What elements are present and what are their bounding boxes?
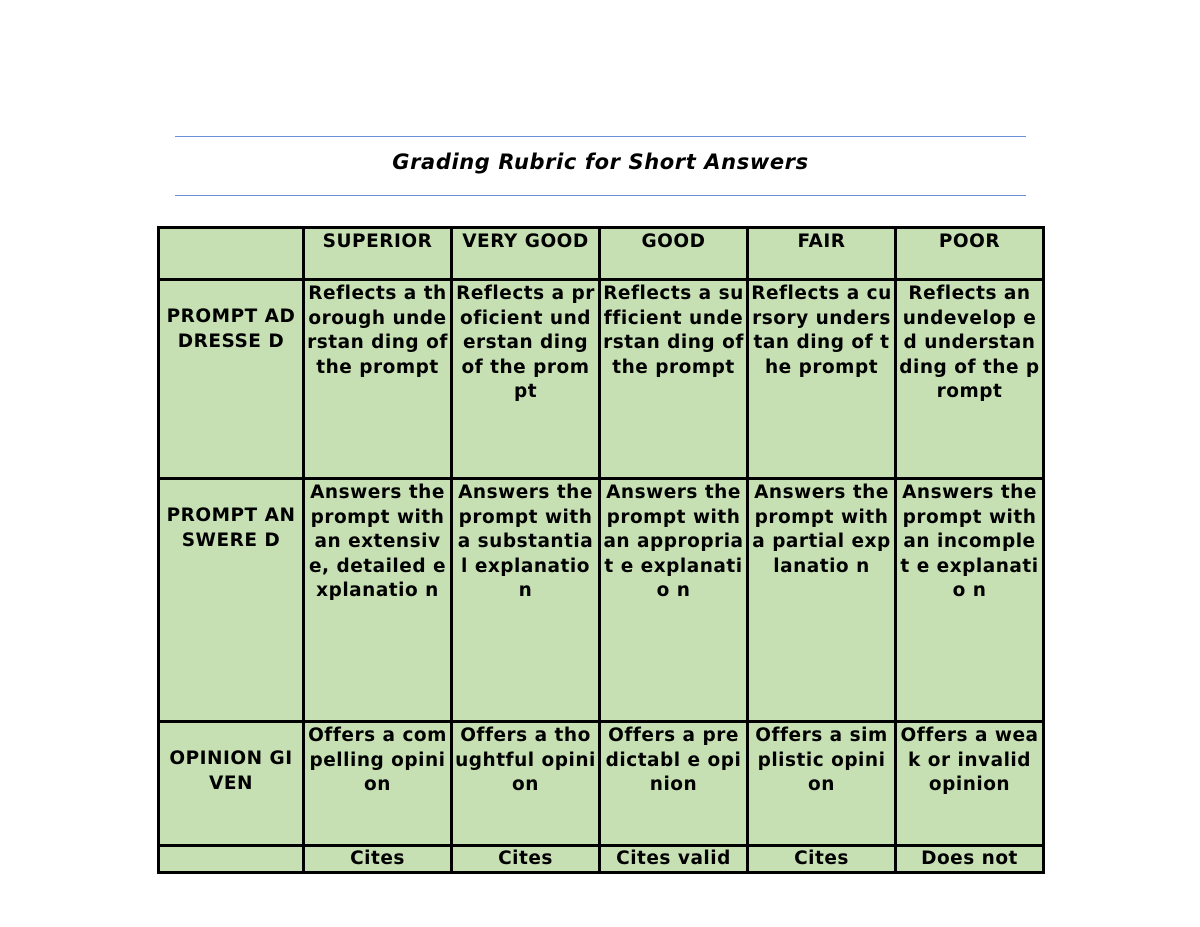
table-cell: Cites [748,846,896,873]
column-header-very-good: VERY GOOD [452,228,600,280]
header-row [159,228,1044,280]
table-row-prompt-answered [159,479,1044,722]
table-row-prompt-addressed [159,280,1044,479]
table-cell: Offers a predictabl e opinion [600,722,748,846]
table-cell: Reflects a sufficient understan ding of the prompt [600,280,748,479]
table-cell: Cites valid [600,846,748,873]
table-cell: Offers a simplistic opinion [748,722,896,846]
table-cell: Reflects an undevelop ed understan ding of the prompt [896,280,1044,479]
column-header-poor: POOR [896,228,1044,280]
row-header-empty [159,846,304,873]
table-cell: Answers the prompt with an appropriat e explanatio n [600,479,748,722]
table-cell: Cites [452,846,600,873]
column-header-good: GOOD [600,228,748,280]
table-cell: Does not [896,846,1044,873]
table-cell: Reflects a proficient understan ding of the prompt [452,280,600,479]
table-cell: Offers a thoughtful opinion [452,722,600,846]
row-header-prompt-answered: PROMPT ANSWERE D [159,479,304,722]
row-header-opinion-given: OPINION GIVEN [159,722,304,846]
table-cell: Reflects a thorough understan ding of the prompt [304,280,452,479]
title-rule-bottom [175,195,1026,196]
table-cell: Answers the prompt with a substantia l explanatio n [452,479,600,722]
row-header-prompt-addressed: PROMPT ADDRESSE D [159,280,304,479]
table-cell: Answers the prompt with an extensive, detailed explanatio n [304,479,452,722]
table-row-sources [159,846,1044,873]
table-cell: Answers the prompt with a partial explanatio n [748,479,896,722]
table-cell: Cites [304,846,452,873]
table-cell: Answers the prompt with an incomplet e explanatio n [896,479,1044,722]
column-header-fair: FAIR [748,228,896,280]
table-cell: Offers a weak or invalid opinion [896,722,1044,846]
table-row-opinion-given [159,722,1044,846]
page-title: Grading Rubric for Short Answers [392,150,809,174]
rubric-table [157,226,1045,874]
corner-cell [159,228,304,280]
table-cell: Reflects a cursory understan ding of the prompt [748,280,896,479]
column-header-superior: SUPERIOR [304,228,452,280]
table-cell: Offers a compelling opinion [304,722,452,846]
title-rule-top [175,136,1026,137]
